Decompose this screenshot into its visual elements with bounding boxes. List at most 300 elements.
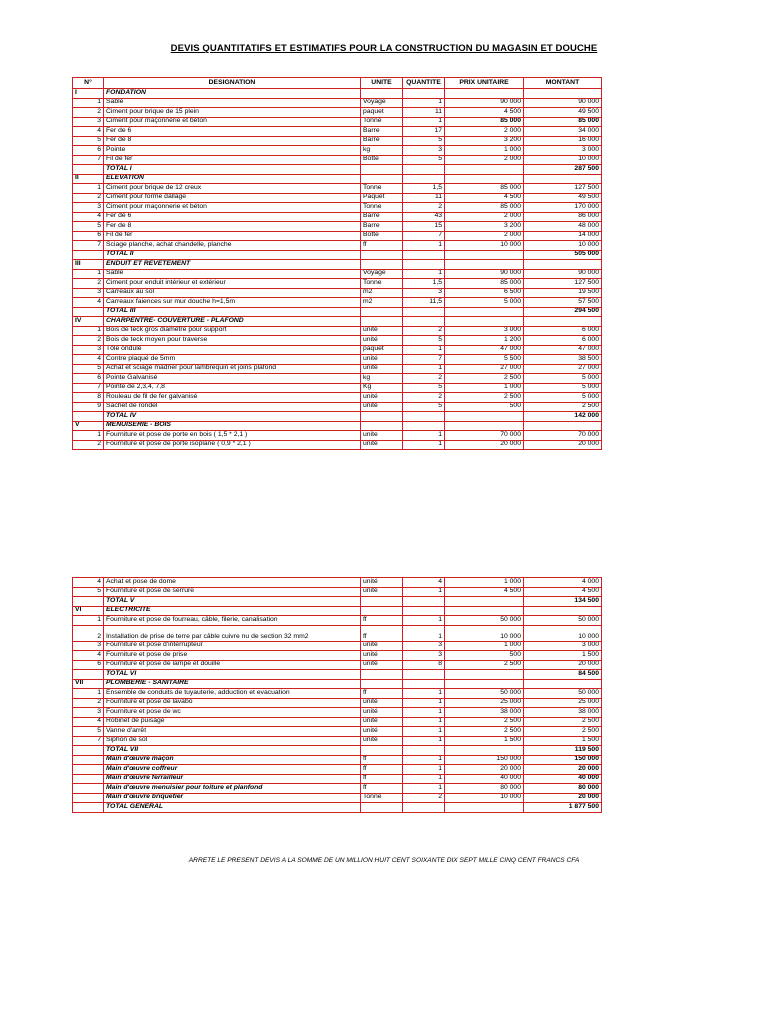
section-number: V <box>73 421 104 431</box>
quantity-cell: 2 <box>403 203 445 213</box>
table-row <box>73 117 602 127</box>
designation-cell: ELECTRICITE <box>104 606 361 616</box>
unit-cell <box>361 89 403 99</box>
designation-cell: Sachet de rondel <box>104 402 361 412</box>
table-row <box>73 155 602 165</box>
designation-cell: Achat et pose de dome <box>104 578 361 588</box>
designation-cell: Ciment pour brique de 15 plein <box>104 108 361 118</box>
unit-price-cell: 4 500 <box>445 587 524 597</box>
item-number <box>73 412 104 422</box>
total-row <box>73 746 602 756</box>
designation-cell: Contre plaqué de 5mm <box>104 355 361 365</box>
item-number <box>73 746 104 756</box>
amount-cell: 80 000 <box>524 784 602 794</box>
unit-cell: m2 <box>361 288 403 298</box>
unit-price-cell: 40 000 <box>445 774 524 784</box>
table-row <box>73 717 602 727</box>
quantity-cell <box>403 174 445 184</box>
item-number: 3 <box>73 288 104 298</box>
amount-cell: 57 500 <box>524 298 602 308</box>
table-row <box>73 393 602 403</box>
unit-price-cell: 2 000 <box>445 231 524 241</box>
unit-price-cell: 27 000 <box>445 364 524 374</box>
item-number: 3 <box>73 203 104 213</box>
designation-cell: Fer de 8 <box>104 136 361 146</box>
designation-cell: Bois de teck moyen pour traverse <box>104 336 361 346</box>
designation-cell: FONDATION <box>104 89 361 99</box>
item-number: 5 <box>73 587 104 597</box>
quantity-cell: 1,5 <box>403 279 445 289</box>
designation-cell: ENDUIT ET REVETEMENT <box>104 260 361 270</box>
unit-cell: Barre <box>361 212 403 222</box>
unit-price-cell <box>445 165 524 175</box>
quantity-cell: 1 <box>403 364 445 374</box>
unit-price-cell: 85 000 <box>445 203 524 213</box>
labor-row <box>73 765 602 775</box>
unit-cell: ff <box>361 689 403 699</box>
quantity-cell: 1 <box>403 755 445 765</box>
unit-price-cell: 90 000 <box>445 269 524 279</box>
item-number: 4 <box>73 127 104 137</box>
unit-cell <box>361 250 403 260</box>
quantity-cell <box>403 89 445 99</box>
section-number: IV <box>73 317 104 327</box>
unit-price-cell <box>445 746 524 756</box>
table-row <box>73 231 602 241</box>
amount-cell: 25 000 <box>524 698 602 708</box>
amount-cell: 134 500 <box>524 597 602 607</box>
designation-cell: TOTAL GENERAL <box>104 803 361 813</box>
amount-cell: 127 500 <box>524 184 602 194</box>
quantity-cell: 3 <box>403 146 445 156</box>
table-row <box>73 241 602 251</box>
quantity-cell: 4 <box>403 578 445 588</box>
amount-cell: 20 000 <box>524 793 602 803</box>
unit-cell <box>361 165 403 175</box>
item-number: 1 <box>73 689 104 699</box>
table-row <box>73 625 602 641</box>
section-row <box>73 606 602 616</box>
amount-cell: 5 000 <box>524 374 602 384</box>
unit-price-cell: 2 000 <box>445 155 524 165</box>
unit-price-cell: 1 000 <box>445 383 524 393</box>
item-number: 2 <box>73 279 104 289</box>
unit-price-cell: 1 000 <box>445 146 524 156</box>
item-number: 5 <box>73 364 104 374</box>
unit-price-cell: 500 <box>445 402 524 412</box>
item-number: 3 <box>73 708 104 718</box>
table-row <box>73 736 602 746</box>
amount-cell: 85 000 <box>524 117 602 127</box>
table-row <box>73 689 602 699</box>
amount-cell: 20 000 <box>524 440 602 450</box>
quantity-cell: 2 <box>403 326 445 336</box>
amount-cell: 50 000 <box>524 689 602 699</box>
table-row <box>73 641 602 651</box>
amount-cell: 84 500 <box>524 670 602 680</box>
quantity-cell: 1 <box>403 727 445 737</box>
amount-cell: 505 000 <box>524 250 602 260</box>
unit-cell: unité <box>361 440 403 450</box>
unit-cell: ff <box>361 765 403 775</box>
quantity-cell <box>403 307 445 317</box>
quantity-cell: 15 <box>403 222 445 232</box>
amount-cell: 38 500 <box>524 355 602 365</box>
unit-price-cell: 2 000 <box>445 212 524 222</box>
table-row <box>73 727 602 737</box>
unit-cell: Voyage <box>361 98 403 108</box>
unit-price-cell: 50 000 <box>445 616 524 626</box>
unit-cell: ff <box>361 755 403 765</box>
quantity-cell: 1 <box>403 708 445 718</box>
amount-cell: 3 000 <box>524 641 602 651</box>
table-row <box>73 431 602 441</box>
table-header-row <box>73 78 602 89</box>
header-quantite: QUANTITE <box>403 78 445 89</box>
quantity-cell: 7 <box>403 355 445 365</box>
header-unite: UNITE <box>361 78 403 89</box>
designation-cell: TOTAL IV <box>104 412 361 422</box>
amount-cell: 48 000 <box>524 222 602 232</box>
quantity-cell: 7 <box>403 231 445 241</box>
unit-price-cell: 3 200 <box>445 222 524 232</box>
amount-cell: 34 000 <box>524 127 602 137</box>
item-number <box>73 597 104 607</box>
designation-cell: Fourniture et pose de fourreau, câble, filerie, canalisation <box>104 616 361 626</box>
unit-price-cell: 38 000 <box>445 708 524 718</box>
unit-price-cell <box>445 803 524 813</box>
unit-cell: unité <box>361 364 403 374</box>
unit-cell <box>361 307 403 317</box>
amount-cell: 10 000 <box>524 625 602 641</box>
designation-cell: TOTAL III <box>104 307 361 317</box>
designation-cell: Sciage planche, achat chandelle, planche <box>104 241 361 251</box>
amount-cell: 49 500 <box>524 108 602 118</box>
quantity-cell <box>403 250 445 260</box>
unit-cell: unité <box>361 698 403 708</box>
item-number: 2 <box>73 108 104 118</box>
table-row <box>73 288 602 298</box>
designation-cell: Fourniture et pose de porte en bois ( 1,5 * 2,1 ) <box>104 431 361 441</box>
amount-cell: 50 000 <box>524 616 602 626</box>
amount-cell: 47 000 <box>524 345 602 355</box>
item-number: 7 <box>73 383 104 393</box>
amount-cell <box>524 317 602 327</box>
quantity-cell: 11,5 <box>403 298 445 308</box>
total-row <box>73 307 602 317</box>
designation-cell: Fer de 6 <box>104 127 361 137</box>
quantity-cell <box>403 679 445 689</box>
amount-cell <box>524 421 602 431</box>
item-number: 2 <box>73 440 104 450</box>
unit-cell: unité <box>361 402 403 412</box>
item-number: 4 <box>73 578 104 588</box>
unit-cell: kg <box>361 374 403 384</box>
table-row <box>73 336 602 346</box>
quantity-cell: 3 <box>403 651 445 661</box>
item-number: 1 <box>73 98 104 108</box>
quantity-cell <box>403 260 445 270</box>
amount-cell: 19 500 <box>524 288 602 298</box>
amount-cell: 170 000 <box>524 203 602 213</box>
amount-cell: 3 000 <box>524 146 602 156</box>
item-number: 1 <box>73 326 104 336</box>
header-designation: DESIGNATION <box>104 78 361 89</box>
unit-cell <box>361 597 403 607</box>
amount-cell <box>524 260 602 270</box>
table-row <box>73 279 602 289</box>
labor-row <box>73 793 602 803</box>
unit-price-cell <box>445 606 524 616</box>
unit-cell: Tonne <box>361 117 403 127</box>
table-row <box>73 203 602 213</box>
designation-cell: Pointe Galvanisé <box>104 374 361 384</box>
unit-cell: ff <box>361 616 403 626</box>
designation-cell: Fourniture et pose de wc <box>104 708 361 718</box>
quantity-cell: 2 <box>403 393 445 403</box>
item-number <box>73 793 104 803</box>
amount-cell: 1 877 500 <box>524 803 602 813</box>
unit-cell: paquet <box>361 345 403 355</box>
item-number <box>73 803 104 813</box>
unit-price-cell: 2 500 <box>445 374 524 384</box>
designation-cell: TOTAL II <box>104 250 361 260</box>
item-number: 6 <box>73 231 104 241</box>
amount-cell: 287 500 <box>524 165 602 175</box>
header-montant: MONTANT <box>524 78 602 89</box>
amount-cell: 4 500 <box>524 587 602 597</box>
amount-cell: 49 500 <box>524 193 602 203</box>
designation-cell: Ciment pour maçonnerie et béton <box>104 203 361 213</box>
amount-cell: 16 000 <box>524 136 602 146</box>
item-number: 1 <box>73 616 104 626</box>
quantity-cell <box>403 412 445 422</box>
table-row <box>73 127 602 137</box>
unit-price-cell: 150 000 <box>445 755 524 765</box>
unit-price-cell: 25 000 <box>445 698 524 708</box>
quantity-cell: 5 <box>403 336 445 346</box>
unit-price-cell: 80 000 <box>445 784 524 794</box>
table-row <box>73 660 602 670</box>
designation-cell: Sable <box>104 269 361 279</box>
unit-price-cell: 70 000 <box>445 431 524 441</box>
designation-cell: TOTAL VI <box>104 670 361 680</box>
item-number <box>73 670 104 680</box>
table-row <box>73 222 602 232</box>
designation-cell: Fourniture et pose de porte isoplane ( 0,9 * 2,1 ) <box>104 440 361 450</box>
designation-cell: CHARPENTRE- COUVERTURE - PLAFOND <box>104 317 361 327</box>
unit-price-cell <box>445 679 524 689</box>
unit-price-cell: 90 000 <box>445 98 524 108</box>
table-row <box>73 212 602 222</box>
item-number: 2 <box>73 625 104 641</box>
unit-price-cell: 2 500 <box>445 393 524 403</box>
quantity-cell: 1 <box>403 269 445 279</box>
item-number: 7 <box>73 155 104 165</box>
designation-cell: Main d'œuvre menuisier pour toiture et planfond <box>104 784 361 794</box>
amount-cell: 127 500 <box>524 279 602 289</box>
unit-cell <box>361 746 403 756</box>
total-row <box>73 412 602 422</box>
item-number <box>73 755 104 765</box>
unit-price-cell: 10 000 <box>445 793 524 803</box>
unit-price-cell: 20 000 <box>445 765 524 775</box>
table-row <box>73 345 602 355</box>
table-row <box>73 616 602 626</box>
unit-cell: Barre <box>361 127 403 137</box>
item-number: 3 <box>73 641 104 651</box>
table-row <box>73 193 602 203</box>
quantity-cell: 5 <box>403 136 445 146</box>
table-row <box>73 374 602 384</box>
designation-cell: Ciment pour forme dallage <box>104 193 361 203</box>
item-number: 4 <box>73 651 104 661</box>
section-number: I <box>73 89 104 99</box>
table-row <box>73 184 602 194</box>
unit-price-cell: 1 200 <box>445 336 524 346</box>
unit-cell: unité <box>361 708 403 718</box>
quantity-cell: 1 <box>403 616 445 626</box>
amount-cell: 5 000 <box>524 383 602 393</box>
unit-price-cell: 2 500 <box>445 660 524 670</box>
section-row <box>73 89 602 99</box>
quantity-cell: 1,5 <box>403 184 445 194</box>
header-prix: PRIX UNITAIRE <box>445 78 524 89</box>
designation-cell: Installation de prise de terre par câble cuivre nu de section 32 mm2 <box>104 625 361 641</box>
quantity-cell: 2 <box>403 793 445 803</box>
section-row <box>73 260 602 270</box>
item-number: 1 <box>73 269 104 279</box>
amount-cell: 20 000 <box>524 660 602 670</box>
unit-price-cell <box>445 89 524 99</box>
designation-cell: Ensemble de conduits de tuyauterie, adduction et evacuation <box>104 689 361 699</box>
quantity-cell: 1 <box>403 689 445 699</box>
unit-price-cell: 10 000 <box>445 241 524 251</box>
quantity-cell: 43 <box>403 212 445 222</box>
unit-price-cell: 4 500 <box>445 108 524 118</box>
unit-price-cell: 4 500 <box>445 193 524 203</box>
item-number: 6 <box>73 660 104 670</box>
unit-cell: unité <box>361 660 403 670</box>
quantity-cell: 17 <box>403 127 445 137</box>
amount-cell <box>524 679 602 689</box>
unit-price-cell <box>445 412 524 422</box>
section-number: II <box>73 174 104 184</box>
amount-cell: 6 000 <box>524 326 602 336</box>
designation-cell: ELEVATION <box>104 174 361 184</box>
unit-cell <box>361 421 403 431</box>
unit-cell: Botte <box>361 231 403 241</box>
designation-cell: Main d'œuvre coffreur <box>104 765 361 775</box>
unit-cell: unité <box>361 355 403 365</box>
amount-cell: 27 000 <box>524 364 602 374</box>
item-number: 5 <box>73 222 104 232</box>
unit-price-cell: 10 000 <box>445 625 524 641</box>
table-row <box>73 98 602 108</box>
labor-row <box>73 755 602 765</box>
designation-cell: TOTAL VII <box>104 746 361 756</box>
designation-cell: Tôle ondulé <box>104 345 361 355</box>
designation-cell: Fourniture et pose d'interrupteur <box>104 641 361 651</box>
amount-cell: 10 000 <box>524 241 602 251</box>
item-number: 6 <box>73 146 104 156</box>
unit-cell: unité <box>361 727 403 737</box>
table-row <box>73 383 602 393</box>
unit-cell: Barre <box>361 222 403 232</box>
item-number: 5 <box>73 727 104 737</box>
unit-cell: Botte <box>361 155 403 165</box>
quantity-cell <box>403 670 445 680</box>
amount-cell: 20 000 <box>524 765 602 775</box>
amount-cell: 1 500 <box>524 651 602 661</box>
amount-cell: 40 000 <box>524 774 602 784</box>
designation-cell: Fer de 8 <box>104 222 361 232</box>
unit-cell: unité <box>361 578 403 588</box>
table-row <box>73 326 602 336</box>
item-number: 3 <box>73 345 104 355</box>
table-row <box>73 440 602 450</box>
designation-cell: Sable <box>104 98 361 108</box>
designation-cell: Ciment pour maçonnerie et béton <box>104 117 361 127</box>
amount-cell: 2 500 <box>524 717 602 727</box>
amount-cell: 4 000 <box>524 578 602 588</box>
quantity-cell <box>403 597 445 607</box>
amount-cell: 5 000 <box>524 393 602 403</box>
unit-cell: m2 <box>361 298 403 308</box>
quantity-cell: 11 <box>403 193 445 203</box>
amount-cell: 150 000 <box>524 755 602 765</box>
item-number: 9 <box>73 402 104 412</box>
unit-cell: Kg <box>361 383 403 393</box>
designation-cell: Pointe de 2,3,4, 7,8 <box>104 383 361 393</box>
designation-cell: Main d'œuvre maçon <box>104 755 361 765</box>
item-number: 2 <box>73 698 104 708</box>
quantity-cell: 3 <box>403 288 445 298</box>
item-number: 4 <box>73 717 104 727</box>
unit-price-cell <box>445 597 524 607</box>
quantity-cell: 5 <box>403 155 445 165</box>
table-row <box>73 578 602 588</box>
amount-cell: 70 000 <box>524 431 602 441</box>
designation-cell: Rouleau de fil de fer galvanisé <box>104 393 361 403</box>
quantity-cell: 1 <box>403 698 445 708</box>
quantity-cell: 1 <box>403 625 445 641</box>
designation-cell: Vanne d'arrêt <box>104 727 361 737</box>
quantity-cell: 5 <box>403 402 445 412</box>
unit-cell: Paquet <box>361 193 403 203</box>
designation-cell: Fourniture et pose de lavabo <box>104 698 361 708</box>
unit-price-cell: 5 000 <box>445 298 524 308</box>
quantity-cell: 1 <box>403 587 445 597</box>
section-row <box>73 174 602 184</box>
table-row <box>73 298 602 308</box>
item-number: 2 <box>73 193 104 203</box>
unit-price-cell: 5 500 <box>445 355 524 365</box>
unit-price-cell <box>445 421 524 431</box>
designation-cell: Fourniture et pose de lampe et douille <box>104 660 361 670</box>
item-number <box>73 774 104 784</box>
designation-cell: TOTAL I <box>104 165 361 175</box>
total-row <box>73 165 602 175</box>
item-number: 7 <box>73 241 104 251</box>
table-row <box>73 269 602 279</box>
unit-price-cell <box>445 250 524 260</box>
item-number: 3 <box>73 117 104 127</box>
quantity-cell: 5 <box>403 383 445 393</box>
amount-cell: 6 000 <box>524 336 602 346</box>
item-number: 8 <box>73 393 104 403</box>
designation-cell: Carreaux faiences sur mur douche h=1,5m <box>104 298 361 308</box>
